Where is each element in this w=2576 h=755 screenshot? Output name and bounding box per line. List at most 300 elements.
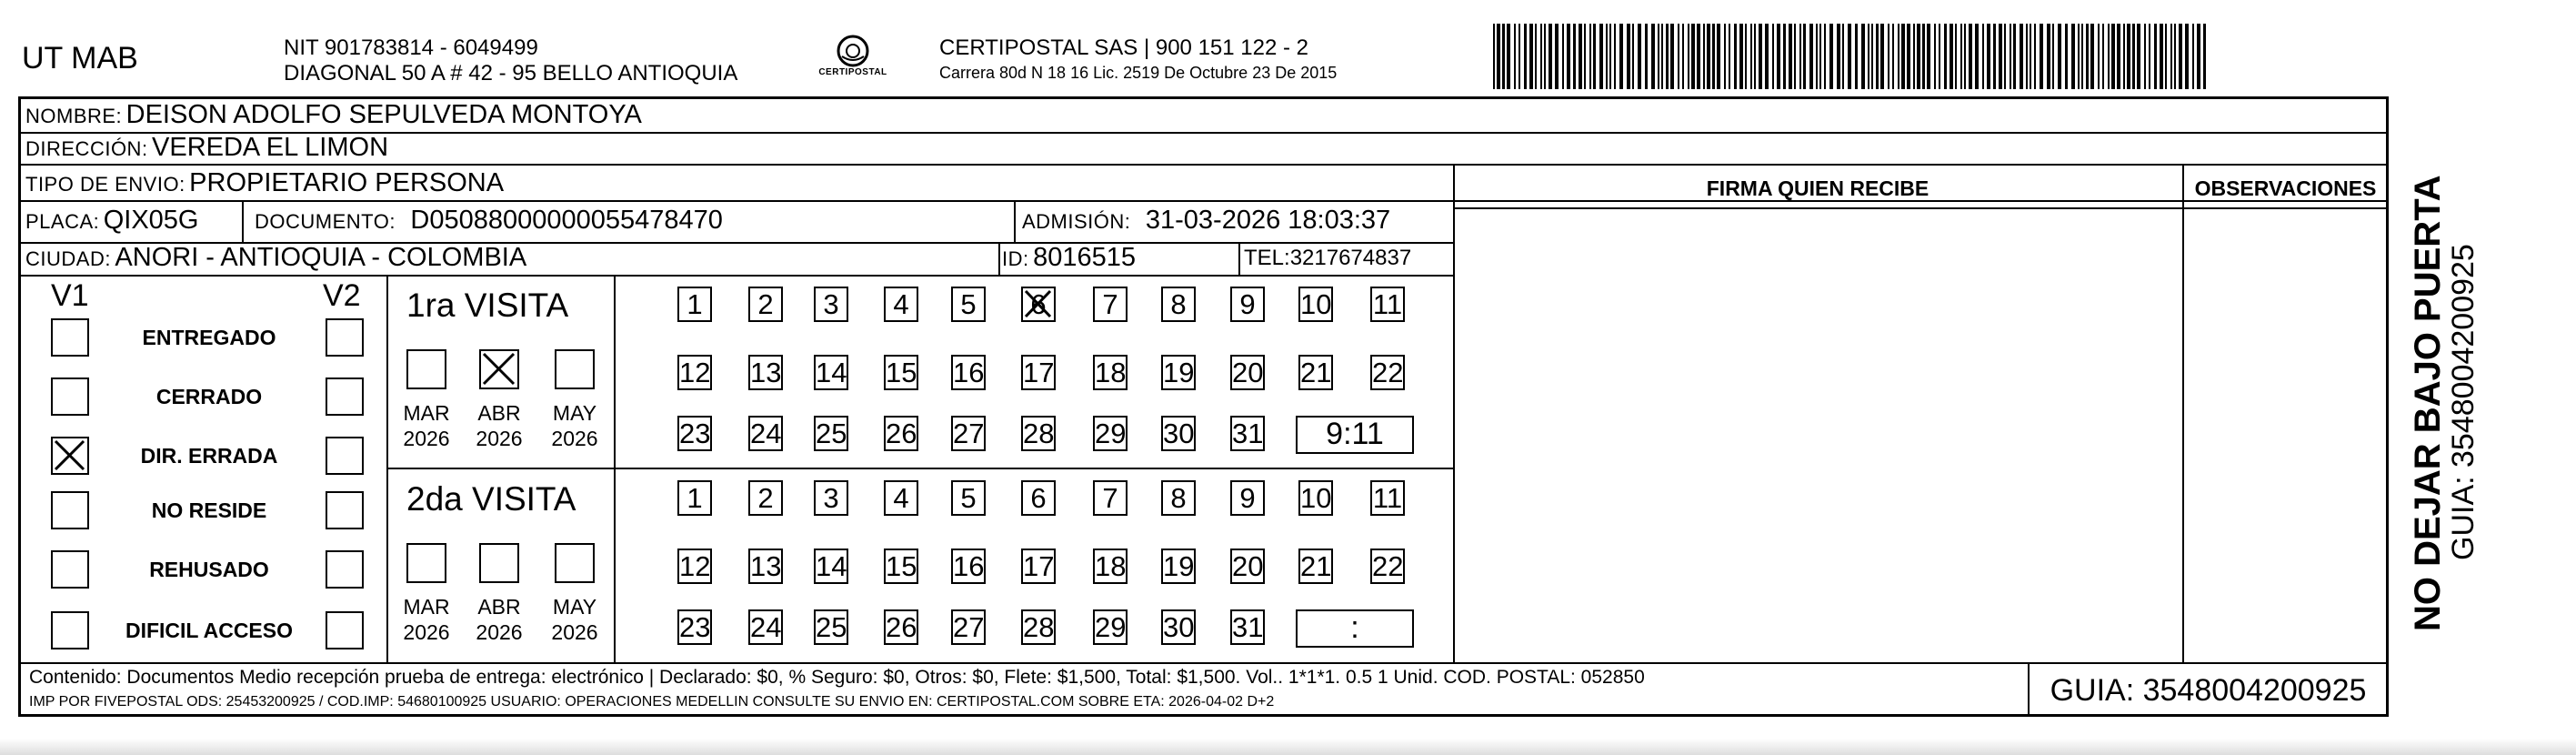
barcode-bar [1632, 24, 1634, 89]
day-number: 31 [1232, 418, 1264, 449]
day-number: 6 [1030, 288, 1047, 320]
ciudad-label: CIUDAD: [25, 247, 111, 270]
day-box[interactable] [1230, 549, 1265, 584]
status-label: DIR. ERRADA [140, 444, 278, 468]
carrier-logo-icon [807, 33, 898, 87]
day-number: 24 [750, 611, 782, 643]
status-v1-checkbox[interactable] [51, 378, 89, 416]
day-box[interactable] [677, 355, 712, 390]
day-box[interactable] [814, 287, 848, 322]
day-number: 1 [687, 288, 703, 320]
day-box[interactable] [1230, 609, 1265, 645]
ciudad-value: ANORI - ANTIOQUIA - COLOMBIA [115, 243, 527, 272]
month-name: ABR [477, 595, 521, 619]
barcode-bar [1888, 24, 1889, 89]
barcode-bar [2052, 24, 2054, 89]
day-number: 27 [953, 611, 985, 643]
day-box[interactable] [951, 355, 986, 390]
barcode-bar [2090, 24, 2094, 89]
day-number: 15 [886, 357, 917, 388]
month-name: ABR [477, 401, 521, 425]
barcode-bar [1599, 24, 1603, 89]
time-value: 9:11 [1326, 417, 1384, 451]
barcode-bar [1848, 24, 1851, 89]
day-number: 29 [1095, 418, 1127, 449]
barcode-bar [1555, 24, 1559, 89]
day-number: 2 [757, 482, 774, 514]
month-name: MAR [403, 401, 450, 425]
barcode-bar [1999, 24, 2002, 89]
day-box[interactable] [951, 609, 986, 645]
day-box[interactable] [1093, 549, 1128, 584]
barcode-bar [2170, 24, 2172, 89]
day-number: 30 [1163, 611, 1195, 643]
day-box[interactable] [1161, 287, 1196, 322]
barcode-bar [2144, 24, 2146, 89]
day-box[interactable] [1298, 287, 1333, 322]
carrier-logo [807, 33, 898, 87]
v2-label: V2 [323, 278, 361, 313]
barcode [1491, 24, 2210, 89]
nombre-label: NOMBRE: [25, 105, 123, 127]
barcode-bar [1502, 24, 1505, 89]
barcode-bar [1993, 24, 1996, 89]
id-value: 8016515 [1033, 243, 1136, 272]
day-box[interactable] [748, 416, 783, 451]
barcode-bar [1651, 24, 1655, 89]
barcode-bar [2132, 24, 2135, 89]
day-number: 23 [679, 611, 711, 643]
footer-guia: GUIA: 3548004200925 [2050, 673, 2367, 708]
barcode-bar [2137, 24, 2140, 89]
barcode-bar [1707, 24, 1710, 89]
day-box[interactable] [677, 549, 712, 584]
barcode-bar [2071, 24, 2075, 89]
barcode-bar [2040, 24, 2043, 89]
barcode-bar [1734, 24, 1737, 89]
barcode-bar [1514, 24, 1516, 89]
side-warning: NO DEJAR BAJO PUERTA [2408, 175, 2448, 631]
barcode-bar [2098, 24, 2100, 89]
barcode-bar [1678, 24, 1679, 89]
barcode-bar [1922, 24, 1925, 89]
day-box[interactable] [884, 287, 918, 322]
tel-row [1244, 246, 1411, 271]
day-box[interactable] [1370, 287, 1405, 322]
day-number: 20 [1232, 550, 1264, 582]
day-number: 8 [1170, 288, 1187, 320]
day-box[interactable] [1093, 287, 1128, 322]
day-number: 11 [1372, 482, 1403, 514]
day-box[interactable] [814, 609, 848, 645]
tel-value: 3217674837 [1289, 246, 1412, 270]
day-number: 11 [1372, 288, 1403, 320]
barcode-bar [1855, 24, 1858, 89]
day-number: 16 [953, 357, 985, 388]
day-box[interactable] [1230, 416, 1265, 451]
barcode-bar [1917, 24, 1920, 89]
day-box[interactable] [1021, 549, 1056, 584]
status-v2-checkbox[interactable] [326, 378, 364, 416]
barcode-bar [1783, 24, 1786, 89]
status-v2-checkbox[interactable] [326, 318, 364, 357]
time-value: : [1350, 610, 1359, 645]
day-box[interactable] [814, 480, 848, 516]
barcode-bar [1789, 24, 1792, 89]
check-x-icon [53, 438, 86, 472]
barcode-bar [1837, 24, 1840, 89]
day-box[interactable] [1021, 287, 1056, 322]
day-box[interactable] [951, 480, 986, 516]
tipo-label: TIPO DE ENVIO: [25, 173, 185, 196]
barcode-bar [2111, 24, 2115, 89]
barcode-bar [1717, 24, 1720, 89]
day-box[interactable] [884, 355, 918, 390]
barcode-bar [1745, 24, 1747, 89]
barcode-bar [1549, 24, 1552, 89]
barcode-bar [2197, 24, 2200, 89]
barcode-bar [1809, 24, 1813, 89]
day-box[interactable] [1021, 609, 1056, 645]
day-number: 16 [953, 550, 985, 582]
barcode-bar [1969, 24, 1972, 89]
day-number: 19 [1163, 357, 1195, 388]
barcode-bar [1609, 24, 1611, 89]
day-box[interactable] [748, 355, 783, 390]
day-box[interactable] [814, 355, 848, 390]
barcode-bar [1524, 24, 1527, 89]
barcode-bar [1876, 24, 1879, 89]
day-box[interactable] [1230, 355, 1265, 390]
admision-value: 31-03-2026 18:03:37 [1145, 206, 1391, 235]
day-number: 10 [1300, 482, 1332, 514]
month-checkbox[interactable] [555, 349, 595, 389]
day-number: 7 [1102, 482, 1118, 514]
direccion-row [25, 133, 388, 163]
barcode-bar [1960, 24, 1962, 89]
status-label: CERRADO [155, 385, 263, 408]
barcode-bar [1842, 24, 1844, 89]
barcode-bar [1868, 24, 1869, 89]
month-checkbox[interactable] [479, 543, 519, 583]
barcode-bar [1964, 24, 1966, 89]
carrier-license: Carrera 80d N 18 16 Lic. 2519 De Octubre 23 De 2015 [939, 64, 1338, 82]
barcode-bar [1927, 24, 1930, 89]
placa-row [25, 206, 199, 236]
barcode-bar [1987, 24, 1990, 89]
barcode-bar [1589, 24, 1591, 89]
check-x-icon [481, 351, 516, 387]
day-number: 21 [1300, 550, 1332, 582]
day-box[interactable] [1093, 416, 1128, 451]
day-box[interactable] [677, 287, 712, 322]
day-box[interactable] [1093, 609, 1128, 645]
barcode-bar [2160, 24, 2163, 89]
barcode-bar [1688, 24, 1689, 89]
footer-contenido: Contenido: Documentos Medio recepción prueba de entrega: electrónico | Declarado: $0, % Seguro: $0, Otros: $0, Flete: $1,500, Total: $1,500. Vol.. 1*1*1. 0.5 1 Unid. COD. POSTAL: 052850 [29, 667, 1645, 688]
day-box[interactable] [951, 416, 986, 451]
barcode-bar [1658, 24, 1659, 89]
barcode-bar [1579, 24, 1582, 89]
barcode-bar [1670, 24, 1674, 89]
day-number: 24 [750, 418, 782, 449]
barcode-bar [1759, 24, 1762, 89]
barcode-bar [2174, 24, 2176, 89]
day-number: 25 [816, 611, 847, 643]
month-checkbox[interactable] [406, 543, 446, 583]
documento-label: DOCUMENTO: [255, 210, 396, 233]
day-number: 28 [1023, 418, 1055, 449]
barcode-bar [2047, 24, 2050, 89]
day-box[interactable] [1021, 355, 1056, 390]
day-number: 18 [1095, 550, 1127, 582]
barcode-bar [1544, 24, 1546, 89]
day-box[interactable] [1161, 416, 1196, 451]
day-number: 13 [750, 550, 782, 582]
day-box[interactable] [677, 416, 712, 451]
day-number: 31 [1232, 611, 1264, 643]
day-number: 15 [886, 550, 917, 582]
barcode-bar [2058, 24, 2061, 89]
day-box[interactable] [1161, 549, 1196, 584]
barcode-bar [1892, 24, 1894, 89]
direccion-label: DIRECCIÓN: [25, 137, 148, 160]
barcode-bar [1799, 24, 1801, 89]
day-number: 3 [823, 482, 839, 514]
status-label: DIFICIL ACCESO [125, 619, 293, 642]
barcode-bar [2149, 24, 2150, 89]
barcode-bar [2013, 24, 2016, 89]
month-name: MAY [552, 595, 597, 619]
day-number: 4 [893, 482, 909, 514]
barcode-bar [1777, 24, 1780, 89]
barcode-bar [1934, 24, 1936, 89]
day-box[interactable] [884, 480, 918, 516]
company-address: DIAGONAL 50 A # 42 - 95 BELLO ANTIOQUIA [284, 61, 738, 86]
barcode-bar [2086, 24, 2089, 89]
day-box[interactable] [1161, 480, 1196, 516]
side-guia: GUIA: 3548004200925 [2446, 244, 2481, 560]
id-label: ID: [1002, 247, 1029, 270]
day-number: 9 [1239, 482, 1256, 514]
barcode-bar [1907, 24, 1910, 89]
day-box[interactable] [1370, 549, 1405, 584]
barcode-bar [1619, 24, 1623, 89]
footer-imp: IMP POR FIVEPOSTAL ODS: 25453200925 / COD.IMP: 54680100925 USUARIO: OPERACIONES MEDELLIN CONSULTE SU ENVIO EN: CERTIPOSTAL.COM SOBRE ETA: 2026-04-02 D+2 [29, 694, 1275, 710]
barcode-bar [2065, 24, 2068, 89]
barcode-bar [1703, 24, 1705, 89]
day-box[interactable] [1021, 480, 1056, 516]
month-checkbox[interactable] [479, 349, 519, 389]
barcode-bar [1729, 24, 1730, 89]
id-row [1002, 243, 1136, 273]
barcode-bar [2081, 24, 2083, 89]
visit-title: 1ra VISITA [406, 287, 569, 324]
day-number: 21 [1300, 357, 1332, 388]
company-name: UT MAB [22, 41, 138, 76]
day-number: 10 [1300, 288, 1332, 320]
day-number: 20 [1232, 357, 1264, 388]
status-v1-checkbox[interactable] [51, 491, 89, 529]
admision-label: ADMISIÓN: [1022, 210, 1131, 233]
barcode-bar [2078, 24, 2080, 89]
barcode-bar [1794, 24, 1796, 89]
barcode-bar [1765, 24, 1769, 89]
day-box[interactable] [951, 287, 986, 322]
barcode-bar [1816, 24, 1818, 89]
day-number: 17 [1023, 357, 1055, 388]
day-number: 22 [1372, 550, 1404, 582]
month-year: 2026 [476, 620, 523, 644]
day-number: 12 [679, 357, 711, 388]
day-box[interactable] [1161, 609, 1196, 645]
v1-label: V1 [51, 278, 89, 313]
barcode-bar [1661, 24, 1663, 89]
month-checkbox[interactable] [406, 349, 446, 389]
day-box[interactable] [748, 609, 783, 645]
day-box[interactable] [951, 549, 986, 584]
barcode-bar [2154, 24, 2157, 89]
barcode-bar [2030, 24, 2031, 89]
barcode-bar [1819, 24, 1821, 89]
barcode-bar [1573, 24, 1576, 89]
barcode-bar [1691, 24, 1695, 89]
month-year: 2026 [403, 427, 450, 450]
day-box[interactable] [1298, 549, 1333, 584]
barcode-bar [1739, 24, 1743, 89]
barcode-bar [1507, 24, 1510, 89]
status-v1-checkbox[interactable] [51, 550, 89, 589]
barcode-bar [1754, 24, 1756, 89]
barcode-bar [1724, 24, 1726, 89]
day-box[interactable] [748, 287, 783, 322]
day-box[interactable] [1298, 355, 1333, 390]
barcode-bar [1562, 24, 1564, 89]
day-box[interactable] [1298, 480, 1333, 516]
month-checkbox[interactable] [555, 543, 595, 583]
status-v1-checkbox[interactable] [51, 611, 89, 649]
admision-row [1022, 206, 1390, 236]
barcode-bar [1712, 24, 1715, 89]
barcode-bar [2185, 24, 2189, 89]
month-year: 2026 [476, 427, 523, 450]
month-year: 2026 [551, 620, 598, 644]
barcode-bar [1898, 24, 1899, 89]
day-box[interactable] [1370, 480, 1405, 516]
day-number: 25 [816, 418, 847, 449]
day-box[interactable] [1161, 355, 1196, 390]
barcode-bar [1861, 24, 1865, 89]
barcode-bar [1593, 24, 1596, 89]
day-number: 17 [1023, 550, 1055, 582]
documento-row [255, 206, 723, 236]
day-box[interactable] [1021, 416, 1056, 451]
day-box[interactable] [814, 416, 848, 451]
status-v2-checkbox[interactable] [326, 437, 364, 475]
day-box[interactable] [884, 416, 918, 451]
day-box[interactable] [1230, 480, 1265, 516]
day-number: 29 [1095, 611, 1127, 643]
day-box[interactable] [1230, 287, 1265, 322]
barcode-bar [2102, 24, 2104, 89]
barcode-bar [1913, 24, 1915, 89]
carrier-name: CERTIPOSTAL SAS | 900 151 122 - 2 [939, 35, 1308, 60]
barcode-bar [1638, 24, 1641, 89]
day-box[interactable] [677, 609, 712, 645]
observaciones-header: OBSERVACIONES [2194, 176, 2377, 200]
day-box[interactable] [748, 549, 783, 584]
day-number: 27 [953, 418, 985, 449]
day-box[interactable] [884, 609, 918, 645]
day-box[interactable] [814, 549, 848, 584]
day-number: 14 [816, 550, 847, 582]
status-v2-checkbox[interactable] [326, 611, 364, 649]
day-number: 13 [750, 357, 782, 388]
day-number: 1 [687, 482, 703, 514]
status-v2-checkbox[interactable] [326, 491, 364, 529]
day-number: 5 [960, 288, 977, 320]
day-number: 12 [679, 550, 711, 582]
barcode-bar [2123, 24, 2125, 89]
barcode-bar [2165, 24, 2167, 89]
day-box[interactable] [748, 480, 783, 516]
time-field[interactable] [1296, 609, 1414, 648]
day-number: 7 [1102, 288, 1118, 320]
barcode-bar [2026, 24, 2028, 89]
status-v1-checkbox[interactable] [51, 437, 89, 475]
placa-value: QIX05G [103, 206, 199, 235]
month-name: MAR [403, 595, 450, 619]
day-box[interactable] [1093, 355, 1128, 390]
tipo-row [25, 168, 504, 198]
barcode-bar [2108, 24, 2110, 89]
status-label: NO RESIDE [151, 498, 267, 522]
barcode-bar [1666, 24, 1669, 89]
day-box[interactable] [1370, 355, 1405, 390]
barcode-bar [1950, 24, 1953, 89]
ciudad-row [25, 243, 526, 273]
day-number: 6 [1030, 482, 1047, 514]
day-box[interactable] [677, 480, 712, 516]
barcode-bar [1829, 24, 1833, 89]
day-number: 26 [886, 418, 917, 449]
status-v1-checkbox[interactable] [51, 318, 89, 357]
day-number: 30 [1163, 418, 1195, 449]
barcode-bar [1803, 24, 1806, 89]
nombre-value: DEISON ADOLFO SEPULVEDA MONTOYA [125, 100, 642, 129]
barcode-bar [2192, 24, 2194, 89]
day-number: 3 [823, 288, 839, 320]
barcode-bar [1939, 24, 1940, 89]
barcode-bar [2020, 24, 2023, 89]
direccion-value: VEREDA EL LIMON [152, 133, 389, 162]
nombre-row [25, 100, 642, 130]
day-number: 2 [757, 288, 774, 320]
time-field[interactable] [1296, 416, 1414, 454]
barcode-bar [1535, 24, 1537, 89]
day-number: 8 [1170, 482, 1187, 514]
status-v2-checkbox[interactable] [326, 550, 364, 589]
barcode-bar [2034, 24, 2036, 89]
firma-header: FIRMA QUIEN RECIBE [1706, 176, 1929, 200]
status-label: ENTREGADO [142, 326, 276, 349]
barcode-bar [2179, 24, 2182, 89]
day-number: 26 [886, 611, 917, 643]
barcode-bar [1772, 24, 1774, 89]
barcode-bar [1750, 24, 1752, 89]
day-box[interactable] [884, 549, 918, 584]
day-box[interactable] [1093, 480, 1128, 516]
